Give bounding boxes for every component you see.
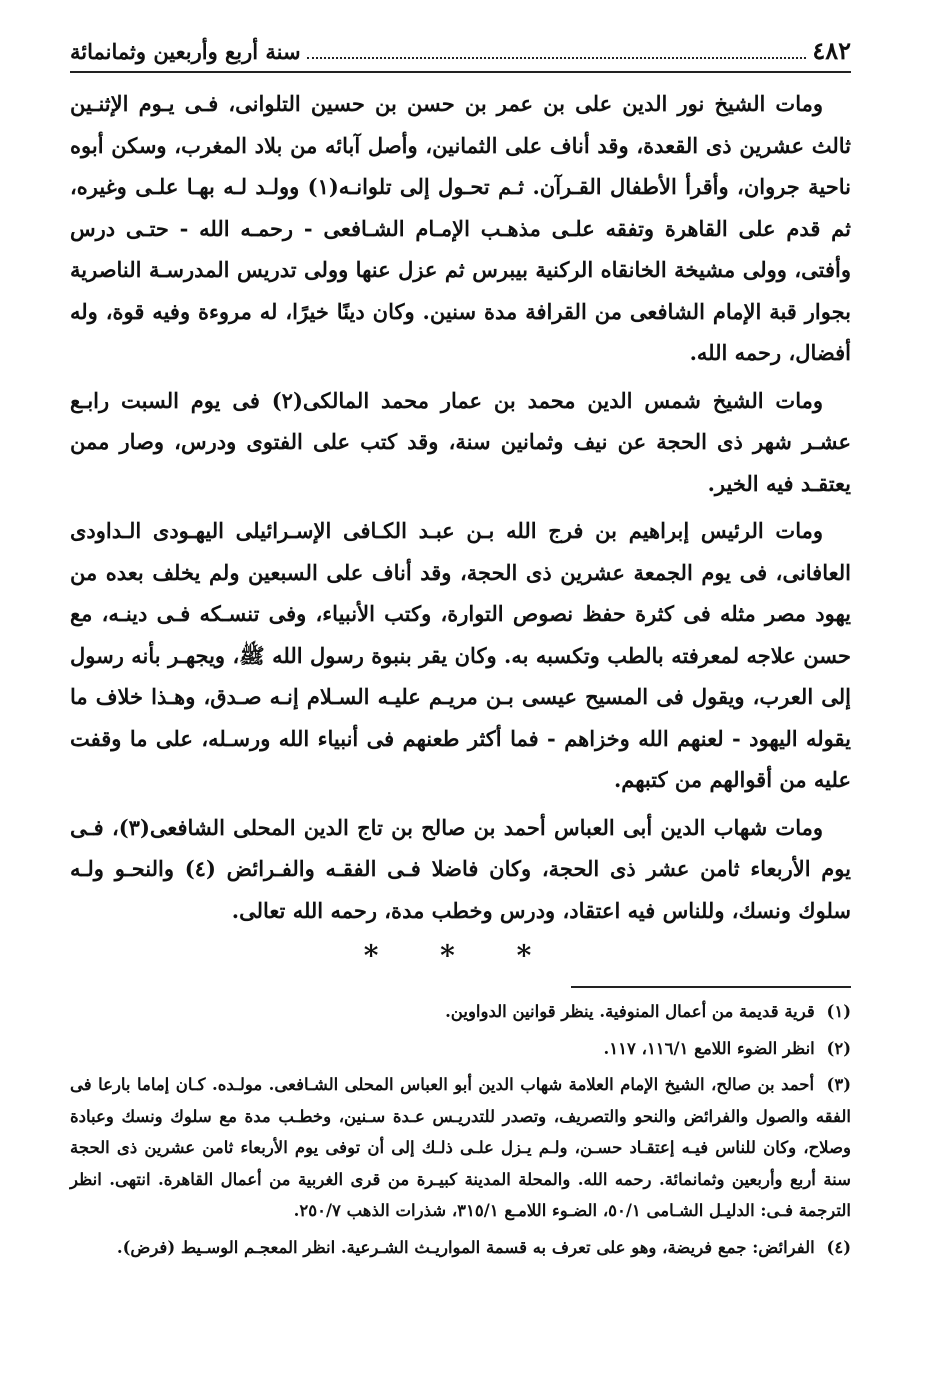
footnote-text: انظر الضوء اللامع ١١٦/١، ١١٧. — [603, 1038, 815, 1058]
footnote-number: (٢) — [826, 1038, 851, 1058]
footnote-rule — [571, 986, 851, 988]
footnote-number: (٣) — [826, 1075, 852, 1094]
footnote-number: (١) — [826, 1002, 851, 1021]
footnote — [70, 1033, 851, 1065]
paragraph: ومات شهاب الدين أبى العباس أحمد بن صالح بن تاج الدين المحلى الشافعى(٣)، فـى يوم الأربعاء ثامن عشر ذى الحجة، وكان فاضلا فـى الفقـه والفـرائض (٤) والنحـو ولـه سلوك ونسك، وللناس فيه اعتقاد، ودرس وخطب مدة، رحمه الله تعالى. — [70, 814, 851, 923]
footnote-text: الفرائض: جمع فريضة، وهو على تعرف به قسمة المواريـث الشـرعية. انظر المعجـم الوسـيط (فرض). — [116, 1237, 815, 1257]
footnote-number: (٤) — [826, 1237, 851, 1257]
footnote — [70, 996, 851, 1028]
footnote-text: قرية قديمة من أعمال المنوفية. ينظر قوانين الدواوين. — [445, 1002, 815, 1021]
paragraph: ومات الرئيس إبراهيم بن فرج الله بـن عبـد الكـافى الإسـرائيلى اليهـودى الـداودى العافانى، فى يوم الجمعة عشرين ذى الحجة، وقد أناف على السبعين ولم يخلف بعده من يهود مصر مثله فى كثرة حفظ نصوص التوارة، وكتب الأنبياء، وفى تنسـكه فـى دينـه، مع حسن علاجه لمعرفته بالطب وتكسبه به. وكان يقر بنبوة رسول الله ﷺ، ويجهـر بأنه رسول إلى العرب، ويقول فى المسيح عيسى بـن مريـم عليـه السـلام إنـه صـدق، وهـذا خلاف ما يقوله اليهود - لعنهم الله وخزاهم - فما أكثر طعنهم فى أنبياء الله ورسـله، على ما وقفت عليه من أقوالهم من كتبهم. — [70, 518, 851, 792]
main-text — [70, 83, 851, 931]
footnote — [70, 1232, 851, 1264]
running-header — [70, 36, 851, 73]
paragraph: ومات الشيخ نور الدين على بن عمر بن حسن بن حسين التلوانى، فـى يـوم الإثنـين ثالث عشرين ذى القعدة، وقد أناف على الثمانين، وأصل آبائه من بلاد المغرب، وسكن أبوه ناحية جروان، وأقرأ الأطفال القـرآن. ثـم تحـول إلى تلوانـه(١) وولـد لـه بهـا علـى وغيره، ثم قدم على القاهرة وتفقه علـى مذهـب الإمـام الشـافعى - رحمـه الله - حتـى درس وأفتى، وولى مشيخة الخانقاه الركنية بيبرس ثم عزل عنها وولى تدريس المدرسـة الناصرية بجوار قبة الإمام الشافعى من القرافة مدة سنين. وكان دينًا خيرًا، له مروءة وفيه قوة، وله أفضال، رحمه الله. — [70, 91, 851, 365]
footnote-text: أحمد بن صالح، الشيخ الإمام العلامة شهاب الدين أبو العباس المحلى الشـافعى. مولـده. كـان إماما بارعا فى الفقه والصول والفرائض والنحو والتصريف، وتصدر للتدريـس عـدة سـنين، وخطـب مدة مع سلوك ونسك وعبادة وصلاح، وكان للناس فيـه إعتقـاد حسـن، ولـم يـزل علـى ذلـك إلى أن توفى يوم الأربعاء ثامن عشرين ذى الحجة سنة أربع وأربعين وثمانمائة. رحمه الله. والمحلة المدينة كبيـرة من قرى الغربية من أعمال القاهرة. انتهى. انظر الترجمة فـى: الدليـل الشـامى ٥٠/١، الضـوء اللامـع ٣١٥/١، شذرات الذهب ٢٥٠/٧. — [70, 1075, 851, 1220]
header-dot-leader — [307, 57, 807, 59]
section-separator: * * * — [363, 939, 558, 972]
page-number: ٤٨٢ — [812, 36, 851, 65]
footnotes — [70, 996, 851, 1263]
paragraph: ومات الشيخ شمس الدين محمد بن عمار محمد المالكى(٢) فى يوم السبت رابـع عشـر شهر ذى الحجة عن نيف وثمانين سنة، وقد كتب على الفتوى ودرس، وصار ممن يعتقـد فيه الخير. — [70, 387, 851, 496]
running-title: سنة أربع وأربعين وثمانمائة — [70, 39, 301, 64]
footnote — [70, 1069, 851, 1227]
